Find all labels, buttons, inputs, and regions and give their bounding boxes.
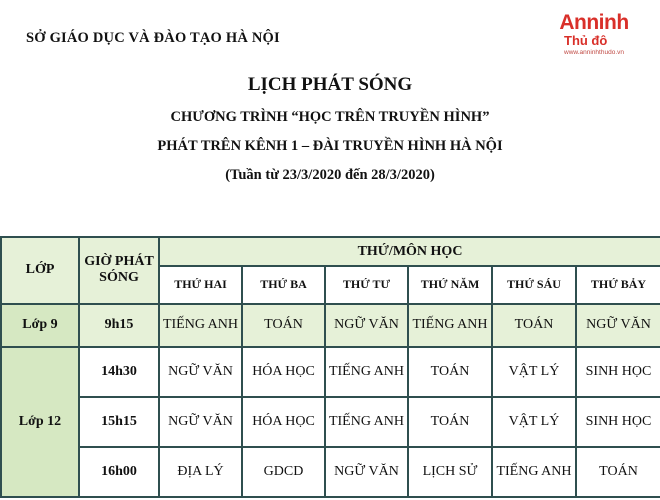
header-day: THỨ HAI — [159, 266, 242, 303]
subject-cell: TOÁN — [408, 347, 492, 397]
subject-cell: HÓA HỌC — [242, 347, 325, 397]
header-day: THỨ TƯ — [325, 266, 408, 303]
program-title: CHƯƠNG TRÌNH “HỌC TRÊN TRUYỀN HÌNH” — [170, 109, 490, 125]
subject-cell: SINH HỌC — [576, 397, 660, 447]
header-day: THỨ BA — [242, 266, 325, 303]
air-time: 14h30 — [79, 347, 159, 397]
subject-cell: LỊCH SỬ — [408, 447, 492, 497]
subject-cell: VẬT LÝ — [492, 347, 576, 397]
header-day: THỨ SÁU — [492, 266, 576, 303]
class-label: Lớp 12 — [1, 347, 79, 497]
title-block — [0, 74, 660, 184]
subject-cell: TOÁN — [576, 447, 660, 497]
subject-cell: NGỮ VĂN — [325, 304, 408, 348]
air-time: 15h15 — [79, 397, 159, 447]
table-row — [1, 447, 660, 497]
table-row — [1, 347, 660, 397]
table-row — [1, 304, 660, 348]
logo-url: www.anninhthudo.vn — [564, 49, 624, 56]
subject-cell: VẬT LÝ — [492, 397, 576, 447]
subject-cell: TOÁN — [492, 304, 576, 348]
header-day: THỨ NĂM — [408, 266, 492, 303]
logo-text-mid: Thủ đô — [564, 33, 608, 48]
subject-cell: GDCD — [242, 447, 325, 497]
channel-title: PHÁT TRÊN KÊNH 1 – ĐÀI TRUYỀN HÌNH HÀ NỘI — [157, 138, 503, 154]
class-label: Lớp 9 — [1, 304, 79, 348]
header-air-time: GIỜ PHÁT SÓNG — [79, 237, 159, 304]
week-range: (Tuần từ 23/3/2020 đến 28/3/2020) — [225, 167, 435, 183]
subject-cell: TIẾNG ANH — [159, 304, 242, 348]
subject-cell: ĐỊA LÝ — [159, 447, 242, 497]
page-title: LỊCH PHÁT SÓNG — [247, 74, 413, 95]
subject-cell: NGỮ VĂN — [159, 397, 242, 447]
subject-cell: NGỮ VĂN — [576, 304, 660, 348]
header-day-subject: THỨ/MÔN HỌC — [159, 237, 660, 266]
subject-cell: TIẾNG ANH — [408, 304, 492, 348]
air-time: 16h00 — [79, 447, 159, 497]
subject-cell: TIẾNG ANH — [325, 347, 408, 397]
subject-cell: TOÁN — [408, 397, 492, 447]
subject-cell: NGỮ VĂN — [159, 347, 242, 397]
air-time: 9h15 — [79, 304, 159, 348]
newspaper-logo — [538, 12, 650, 70]
organization-name: SỞ GIÁO DỤC VÀ ĐÀO TẠO HÀ NỘI — [26, 30, 280, 46]
subject-cell: SINH HỌC — [576, 347, 660, 397]
logo-text-top: Anninh — [559, 11, 629, 34]
subject-cell: TIẾNG ANH — [492, 447, 576, 497]
subject-cell: NGỮ VĂN — [325, 447, 408, 497]
subject-cell: TIẾNG ANH — [325, 397, 408, 447]
header-class: LỚP — [1, 237, 79, 304]
table-row — [1, 397, 660, 447]
broadcast-schedule-table — [0, 236, 660, 498]
subject-cell: TOÁN — [242, 304, 325, 348]
header-day: THỨ BẢY — [576, 266, 660, 303]
subject-cell: HÓA HỌC — [242, 397, 325, 447]
